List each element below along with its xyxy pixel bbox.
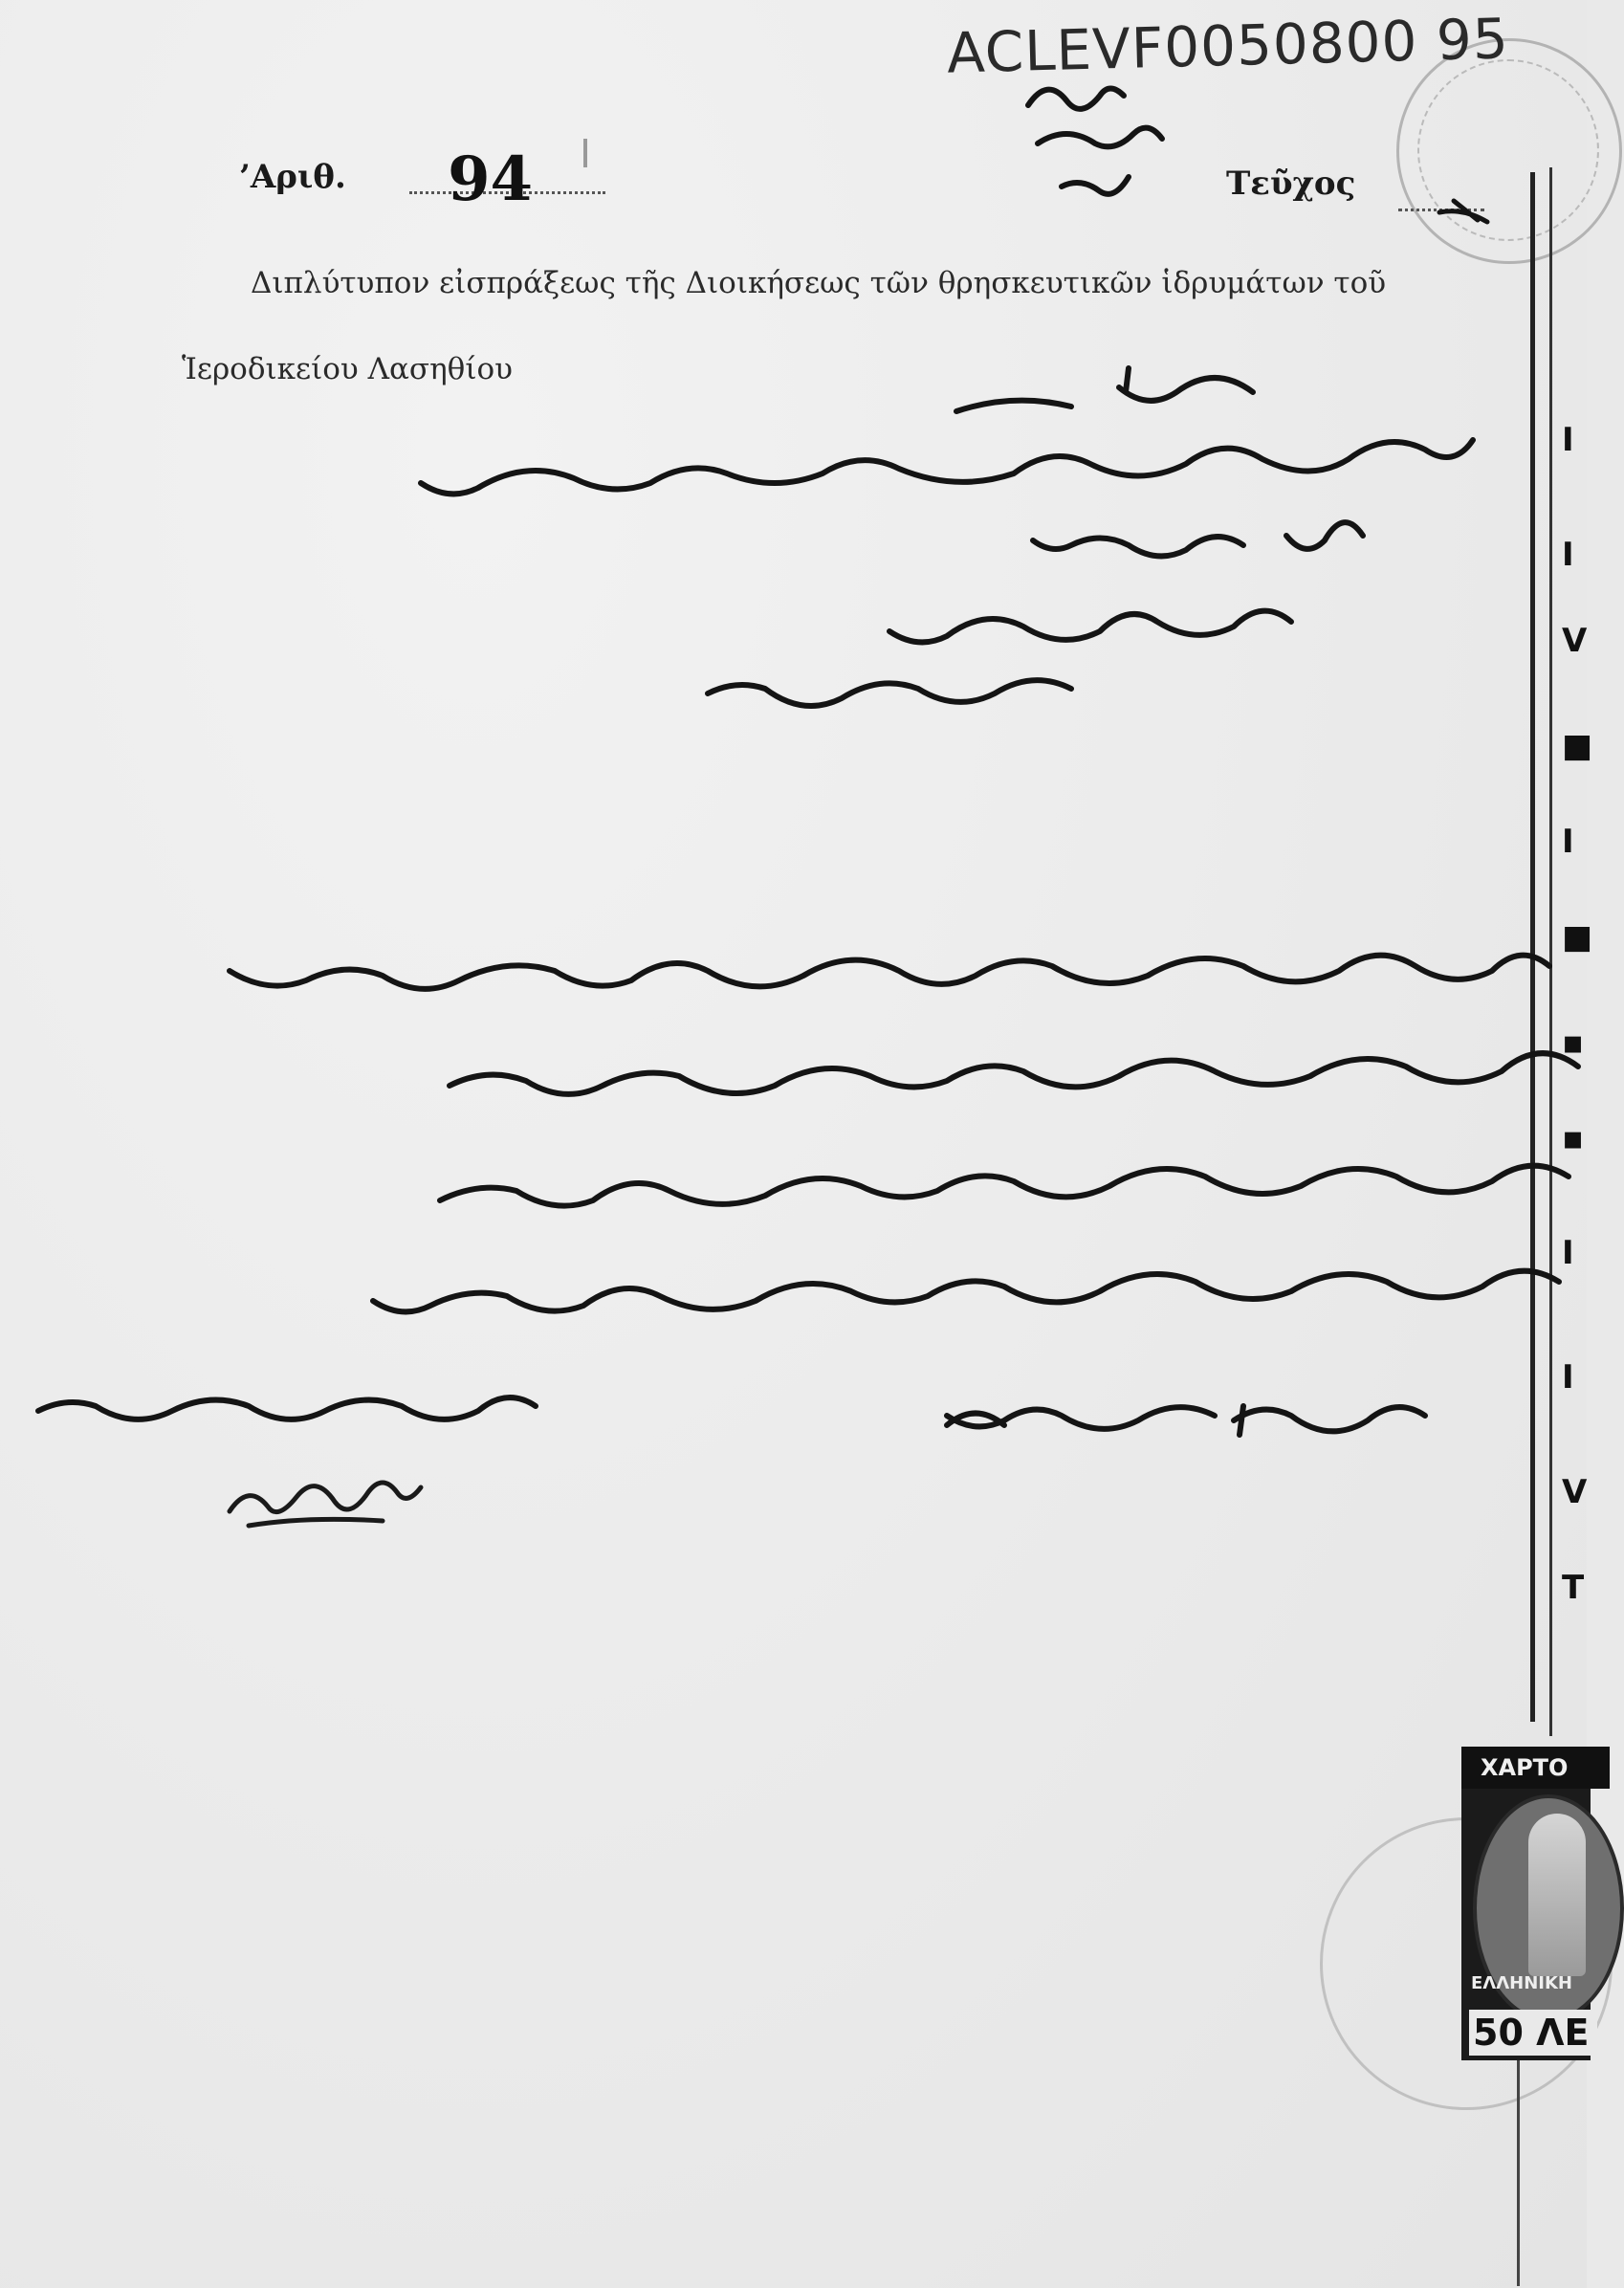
strip-fragment: I — [1562, 536, 1574, 574]
handwritten-note-top — [1028, 89, 1162, 194]
handwritten-date-line — [947, 1406, 1425, 1435]
strip-fragment: T — [1562, 1569, 1585, 1607]
handwritten-body-line-3 — [440, 1166, 1569, 1206]
strip-fragment: V — [1562, 1473, 1588, 1511]
strip-fragment: ▪ — [1562, 1023, 1585, 1062]
archive-code: ACLEVF0050800 95 — [946, 6, 1510, 86]
handwritten-line-3 — [1033, 522, 1363, 556]
handwritten-line-1 — [956, 368, 1253, 411]
strip-fragment: I — [1562, 823, 1574, 861]
strip-fragment: I — [1562, 421, 1574, 459]
handwritten-footer-line — [38, 1397, 536, 1419]
strip-fragment: I — [1562, 1234, 1574, 1272]
strip-fragment: ■ — [1562, 918, 1593, 957]
handwritten-body-line-1 — [230, 956, 1549, 989]
handwritten-issue-mark — [1439, 201, 1487, 222]
number-value-handwritten: 94 — [448, 143, 534, 215]
handwritten-line-4 — [889, 611, 1291, 643]
stamp-top-text: ΧΑΡΤΟ — [1461, 1747, 1610, 1789]
strip-fragment: I — [1562, 1358, 1574, 1397]
handwritten-body-line-4 — [373, 1271, 1559, 1312]
handwritten-body-line-2 — [450, 1053, 1578, 1094]
handwritten-line-2 — [421, 440, 1473, 494]
signature-icon — [230, 1483, 421, 1526]
court-name-text: Ἱεροδικείου Λασηθίου — [182, 352, 513, 386]
strip-fragment: ▪ — [1562, 1119, 1585, 1157]
strip-fragment: ■ — [1562, 727, 1593, 765]
receipt-intro-text: Διπλύτυπον εἰσπράξεως τῆς Διοικήσεως τῶν θρησκευτικῶν ἱδρυμάτων τοῦ — [251, 266, 1387, 300]
handwritten-line-5 — [708, 680, 1071, 706]
issue-label: Τεῦχος — [1226, 165, 1356, 203]
stamp-band-text: ΕΛΛΗΝΙΚΗ — [1471, 1973, 1572, 1993]
stamp-value-text: 50 ΛΕ — [1469, 2010, 1597, 2056]
number-label: ’Αριθ. — [239, 158, 346, 196]
strip-fragment: V — [1562, 622, 1588, 660]
